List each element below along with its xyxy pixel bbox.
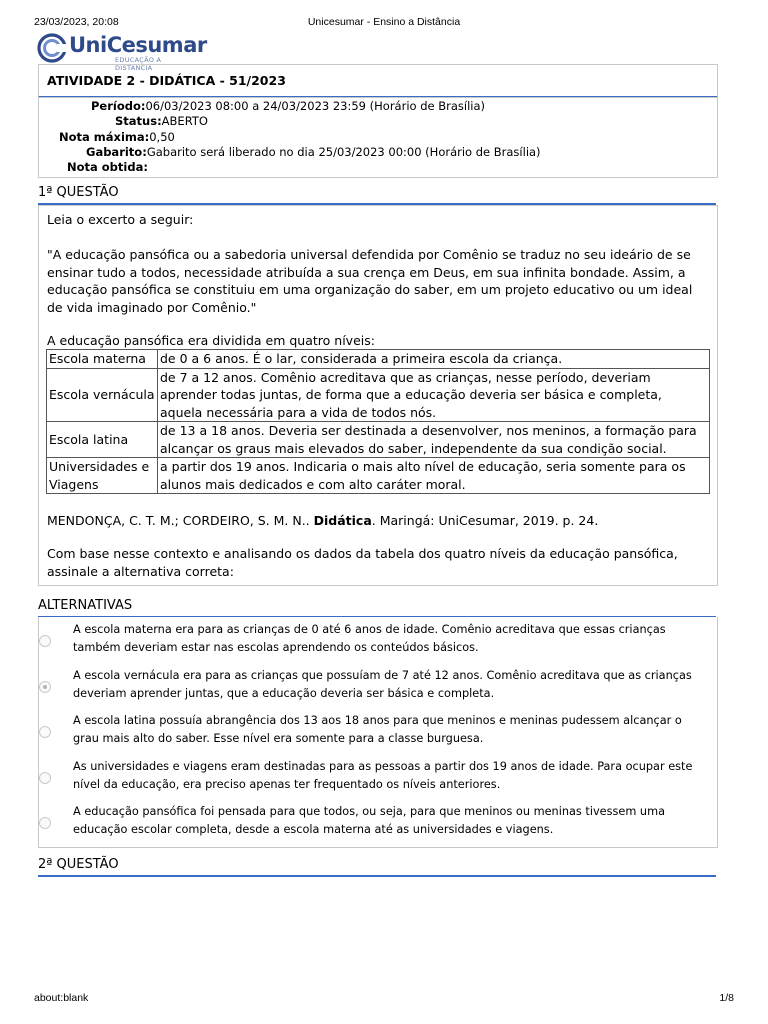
question-prompt: Com base nesse contexto e analisando os dados da tabela dos quatro níveis da educação pansófica, assinale a alternativa correta:	[47, 546, 678, 579]
alternative-text: A escola materna era para as crianças de 0 até 6 anos de idade. Comênio acreditava que essas crianças também deveriam estar nas escolas aprendendo os conteúdos básicos.	[73, 623, 666, 654]
radio-button[interactable]	[39, 726, 51, 738]
level-description-cell: a partir dos 19 anos. Indicaria o mais alto nível de educação, seria somente para os alunos mais dedicados e com alto caráter moral.	[158, 458, 710, 494]
alternative-text: As universidades e viagens eram destinadas para as pessoas a partir dos 19 anos de idade. Para ocupar este nível da educação, era preciso apenas ter frequentado os níveis anteriores.	[73, 759, 693, 791]
alternative-text: A escola latina possuía abrangência dos 13 aos 18 anos para que meninos e meninas pudessem alcançar o grau mais alto do saber. Esse nível era somente para a classe burguesa.	[73, 714, 682, 745]
level-description-cell: de 13 a 18 anos. Deveria ser destinada a desenvolver, nos meninos, a formação para alcançar os graus mais elevados do saber, independente da sua condição social.	[158, 422, 710, 458]
activity-title: ATIVIDADE 2 - DIDÁTICA - 51/2023	[47, 73, 286, 88]
logo-emblem-icon	[37, 33, 67, 63]
alternative-option[interactable]	[39, 708, 717, 754]
education-levels-table	[46, 349, 710, 494]
question-2-heading: 2ª QUESTÃO	[38, 857, 716, 877]
level-description-cell: de 0 a 6 anos. É o lar, considerada a primeira escola da criança.	[158, 350, 710, 369]
print-url: about:blank	[34, 992, 89, 1004]
table-row	[47, 422, 710, 458]
print-footer	[34, 992, 734, 1006]
question-1-heading: 1ª QUESTÃO	[38, 185, 716, 205]
table-intro: A educação pansófica era dividida em quatro níveis:	[47, 333, 375, 348]
alternative-option[interactable]	[39, 617, 717, 663]
reference-citation: MENDONÇA, C. T. M.; CORDEIRO, S. M. N.. Didática. Maringá: UniCesumar, 2019. p. 24.	[47, 513, 599, 528]
table-row	[47, 368, 710, 422]
status-row: Status:ABERTO	[115, 114, 208, 128]
radio-button[interactable]	[39, 772, 51, 784]
question-intro: Leia o excerto a seguir:	[47, 212, 194, 227]
alternatives-heading: ALTERNATIVAS	[38, 598, 716, 618]
level-name-cell: Escola vernácula	[47, 368, 158, 422]
nota-obtida-row: Nota obtida:	[67, 160, 148, 174]
radio-button[interactable]	[39, 817, 51, 829]
activity-info-panel	[38, 97, 718, 178]
level-name-cell: Escola latina	[47, 422, 158, 458]
print-header	[34, 16, 734, 32]
radio-button[interactable]	[39, 635, 51, 647]
question-quote: "A educação pansófica ou a sabedoria universal defendida por Comênio se traduz no seu ideário de se ensinar tudo a todos, necessidade atribuída a sua crença em Deus, em sua infinita bondade. Assim, a educação pansófica se constituiu em uma organização do saber, em um projeto educativo ou um ideal de vida imaginado por Comênio."	[47, 247, 693, 315]
question-1-body	[38, 205, 718, 586]
logo-subtitle: EDUCAÇÃO A DISTÂNCIA	[115, 56, 162, 72]
periodo-row: Período:06/03/2023 08:00 a 24/03/2023 23:59 (Horário de Brasília)	[91, 99, 486, 113]
alternative-text: A escola vernácula era para as crianças que possuíam de 7 até 12 anos. Comênio acreditava que as crianças deveriam aprender juntas, que a educação deveria ser básica e completa.	[73, 668, 692, 700]
unicesumar-logo	[37, 33, 207, 72]
level-description-cell: de 7 a 12 anos. Comênio acreditava que as crianças, nesse período, deveriam aprender todas juntas, de forma que a educação deveria ser básica e completa, aquela necessária para a vida de todos nós.	[158, 368, 710, 422]
radio-button[interactable]	[39, 681, 51, 693]
activity-title-bar	[38, 64, 718, 98]
print-page-number: 1/8	[719, 992, 734, 1004]
nota-maxima-row: Nota máxima:0,50	[59, 130, 175, 144]
alternative-option[interactable]	[39, 754, 717, 800]
level-name-cell: Universidades e Viagens	[47, 458, 158, 494]
alternatives-list	[38, 617, 718, 848]
logo-brand-text: UniCesumar	[69, 33, 207, 57]
table-row	[47, 458, 710, 494]
alternative-text: A educação pansófica foi pensada para que todos, ou seja, para que meninos ou meninas tivessem uma educação escolar completa, desde a escola materna até as universidades e viagens.	[73, 805, 666, 836]
alternative-option[interactable]	[39, 799, 717, 845]
alternative-option[interactable]	[39, 663, 717, 709]
level-name-cell: Escola materna	[47, 350, 158, 369]
gabarito-row: Gabarito:Gabarito será liberado no dia 25/03/2023 00:00 (Horário de Brasília)	[86, 145, 541, 159]
table-row	[47, 350, 710, 369]
print-page-title: Unicesumar - Ensino a Distância	[307, 16, 461, 28]
print-date: 23/03/2023, 20:08	[34, 16, 119, 28]
